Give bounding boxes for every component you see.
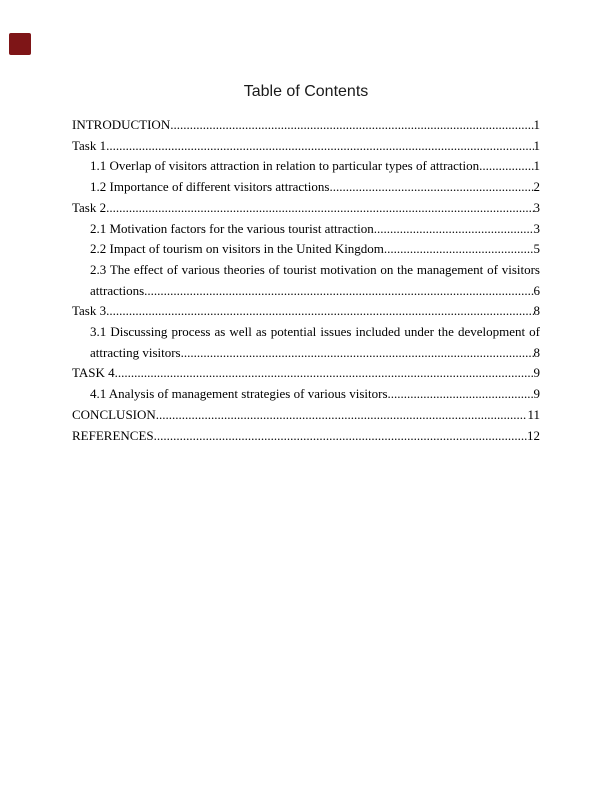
toc-entry [72, 198, 540, 219]
toc-entry-text: Task 3 [72, 303, 107, 319]
toc-entry-row [90, 281, 540, 302]
toc-entry [72, 384, 540, 405]
page-title: Table of Contents [243, 83, 369, 100]
table-of-contents [72, 115, 540, 446]
toc-entry-row [72, 198, 540, 219]
toc-entry-row [90, 177, 540, 198]
dot-leader-icon [154, 426, 527, 447]
toc-page-number: 11 [527, 406, 540, 422]
toc-page-number: 8 [533, 344, 540, 360]
toc-entry-text: REFERENCES [72, 427, 154, 443]
toc-entry-row [90, 156, 540, 177]
toc-entry-text: 4.1 Analysis of management strategies of various visitors [90, 386, 388, 402]
toc-page-number: 5 [533, 241, 540, 257]
dot-leader-icon [181, 343, 534, 364]
toc-page-number: 1 [533, 117, 540, 132]
dot-leader-icon [374, 219, 534, 240]
toc-page-number: 12 [527, 427, 540, 443]
dot-leader-icon [479, 156, 533, 177]
toc-entry-text-line1: 3.1 Discussing process as well as potential issues included under the development of [90, 324, 540, 340]
dot-leader-icon [156, 405, 528, 426]
toc-entry-row [72, 301, 540, 322]
toc-entry-text: INTRODUCTION [72, 117, 171, 132]
toc-entry [72, 136, 540, 157]
toc-page-number: 8 [533, 303, 540, 319]
dot-leader-icon [106, 301, 533, 322]
dot-leader-icon [106, 136, 533, 157]
toc-entry [72, 156, 540, 177]
toc-entry-text: CONCLUSION [72, 406, 156, 422]
toc-page-number: 1 [533, 137, 540, 153]
toc-page-number: 9 [533, 386, 540, 402]
toc-page-number: 3 [533, 220, 540, 236]
toc-page-number: 9 [533, 365, 540, 381]
toc-entry-row [90, 343, 540, 364]
toc-entry-row [90, 384, 540, 405]
toc-entry [72, 301, 540, 322]
toc-entry-text: Task 2 [72, 199, 107, 215]
toc-entry-row [72, 115, 540, 136]
toc-entry-text: 2.1 Motivation factors for the various tourist attraction [90, 220, 374, 236]
brand-logo-square [9, 33, 31, 55]
toc-entry-text: 2.2 Impact of tourism on visitors in the United Kingdom [90, 241, 384, 257]
toc-entry [72, 115, 540, 136]
dot-leader-icon [384, 239, 534, 260]
toc-entry [72, 405, 540, 426]
toc-entry-text: TASK 4 [72, 365, 115, 381]
toc-entry-row [90, 239, 540, 260]
toc-entry-row [72, 136, 540, 157]
dot-leader-icon [144, 281, 533, 302]
dot-leader-icon [106, 198, 533, 219]
toc-entry-text: 1.2 Importance of different visitors attractions [90, 179, 330, 195]
dot-leader-icon [388, 384, 534, 405]
toc-page-number: 6 [533, 282, 540, 298]
toc-entry [72, 239, 540, 260]
toc-entry [72, 322, 540, 363]
toc-entry-text-line2: attractions [90, 282, 145, 298]
toc-entry-text-line2: attracting visitors [90, 344, 181, 360]
toc-entry [72, 260, 540, 301]
toc-entry-row [90, 219, 540, 240]
toc-entry-text: 1.1 Overlap of visitors attraction in relation to particular types of attraction [90, 158, 480, 174]
toc-entry [72, 177, 540, 198]
toc-entry-row [72, 363, 540, 384]
toc-entry [72, 363, 540, 384]
toc-page-number: 3 [533, 199, 540, 215]
toc-entry-text-line1: 2.3 The effect of various theories of tourist motivation on the management of visitors [90, 261, 540, 277]
dot-leader-icon [115, 363, 534, 384]
toc-entry-text: Task 1 [72, 137, 107, 153]
toc-page-number: 1 [533, 158, 540, 174]
toc-entry [72, 426, 540, 447]
toc-entry [72, 219, 540, 240]
dot-leader-icon [170, 115, 533, 136]
toc-entry-row [72, 405, 540, 426]
toc-page-number: 2 [533, 179, 540, 195]
dot-leader-icon [329, 177, 533, 198]
toc-entry-row [72, 426, 540, 447]
